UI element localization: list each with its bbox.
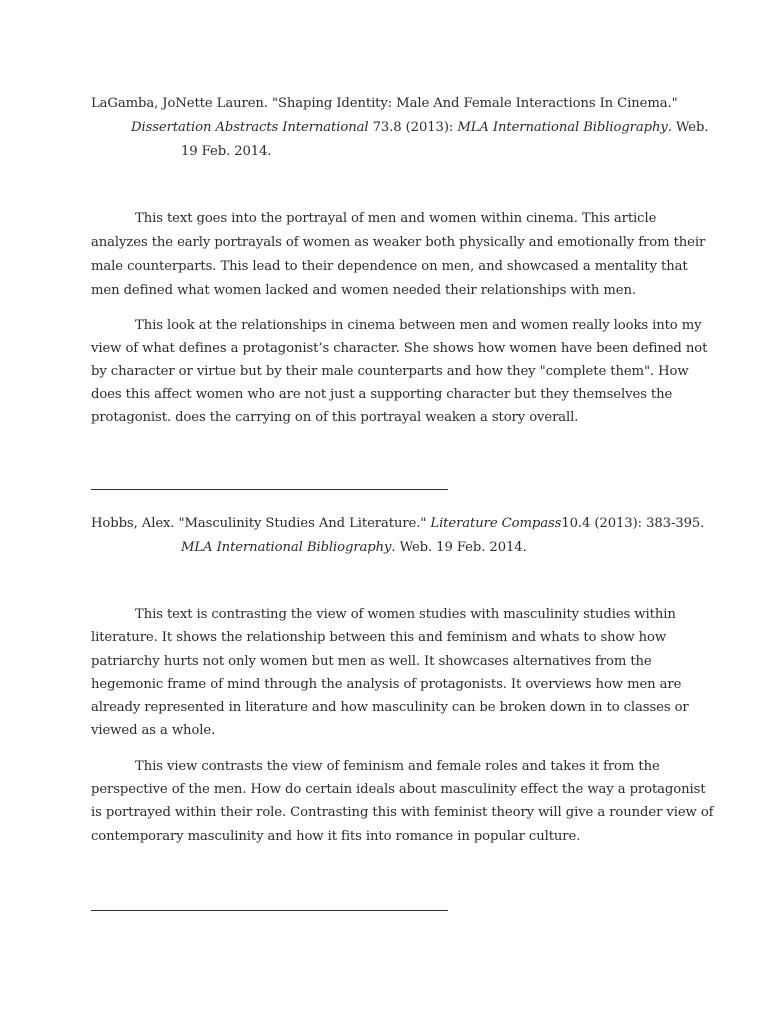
citation-1-database: MLA International Bibliography — [457, 120, 668, 135]
citation-1-journal: Dissertation Abstracts International — [131, 120, 369, 135]
annotation-1-paragraph-1-line: male counterparts. This lead to their dependence on men, and showcased a mentality that — [91, 259, 688, 274]
citation-2-journal: Literature Compass — [430, 516, 562, 531]
citation-2-line-2 — [181, 538, 527, 558]
citation-1-line-1: LaGamba, JoNette Lauren. "Shaping Identity: Male And Female Interactions In Cinema." — [91, 96, 678, 111]
citation-1-volume: 73.8 (2013): — [368, 120, 458, 135]
citation-2-access: . Web. 19 Feb. 2014. — [391, 540, 527, 555]
citation-2-database: MLA International Bibliography — [181, 540, 392, 555]
annotation-2-paragraph-2-line: This view contrasts the view of feminism and female roles and takes it from the — [135, 759, 660, 774]
annotation-2-paragraph-2-line: perspective of the men. How do certain ideals about masculinity effect the way a protagonist — [91, 782, 706, 797]
annotation-1-paragraph-2-line: This look at the relationships in cinema between men and women really looks into my — [135, 318, 702, 333]
annotation-1-paragraph-2-line: by character or virtue but by their male counterparts and how they "complete them". How — [91, 364, 689, 379]
citation-2-volume: 10.4 (2013): 383-395. — [561, 516, 705, 531]
annotation-2-paragraph-1-line: already represented in literature and how masculinity can be broken down in to classes or — [91, 700, 689, 715]
annotation-2-paragraph-1-line: patriarchy hurts not only women but men as well. It showcases alternatives from the — [91, 654, 652, 669]
annotation-2-paragraph-2-line: is portrayed within their role. Contrasting this with feminist theory will give a rounder view of — [91, 805, 714, 820]
separator-line — [91, 489, 448, 490]
citation-1-access: . Web. — [667, 120, 709, 135]
citation-1-line-2 — [131, 118, 708, 138]
citation-2-author-title: Hobbs, Alex. "Masculinity Studies And Literature." — [91, 516, 431, 531]
annotation-1-paragraph-1-line: men defined what women lacked and women needed their relationships with men. — [91, 283, 636, 298]
citation-2-line-1 — [91, 514, 704, 534]
annotation-2-paragraph-2-line: contemporary masculinity and how it fits into romance in popular culture. — [91, 829, 581, 844]
annotation-2-paragraph-1-line: This text is contrasting the view of women studies with masculinity studies within — [135, 607, 676, 622]
annotation-1-paragraph-2-line: does this affect women who are not just a supporting character but they themselves the — [91, 387, 673, 402]
annotation-2-paragraph-1-line: hegemonic frame of mind through the analysis of protagonists. It overviews how men are — [91, 677, 682, 692]
citation-1-line-3: 19 Feb. 2014. — [181, 144, 272, 159]
annotation-1-paragraph-2-line: protagonist. does the carrying on of this portrayal weaken a story overall. — [91, 410, 579, 425]
annotation-1-paragraph-2-line: view of what defines a protagonist’s character. She shows how women have been defined not — [91, 341, 708, 356]
annotation-1-paragraph-1-line: analyzes the early portrayals of women as weaker both physically and emotionally from their — [91, 235, 706, 250]
separator-line — [91, 910, 448, 911]
annotation-1-paragraph-1-line: This text goes into the portrayal of men and women within cinema. This article — [135, 211, 657, 226]
annotation-2-paragraph-1-line: viewed as a whole. — [91, 723, 216, 738]
annotation-2-paragraph-1-line: literature. It shows the relationship between this and feminism and whats to show how — [91, 630, 667, 645]
